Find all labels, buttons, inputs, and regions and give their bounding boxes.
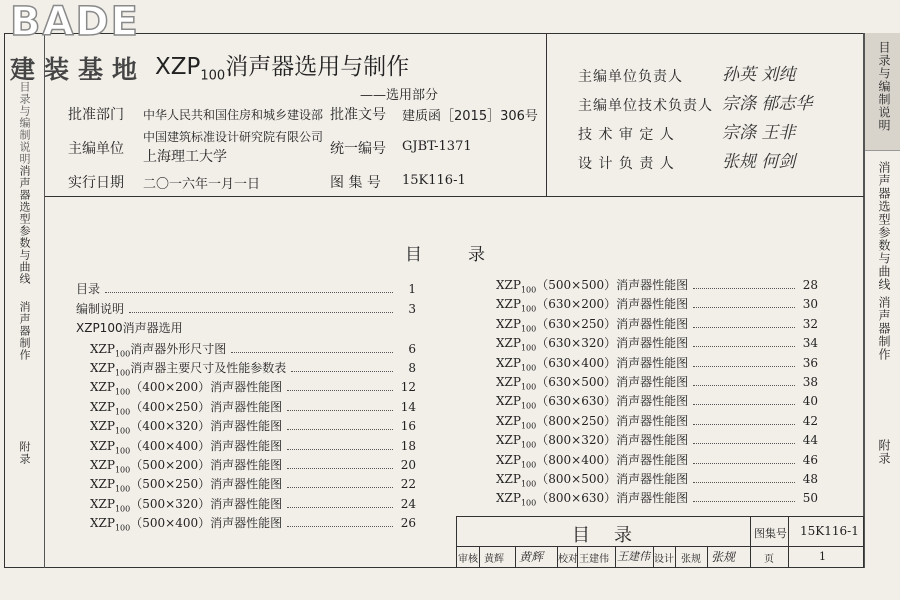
toc-leader-dots bbox=[105, 284, 393, 293]
toc-entry bbox=[496, 431, 818, 450]
toc-entry-label: $XZP_{100}(800\times 500)$消声器性能图 bbox=[496, 472, 689, 489]
toc-leader-dots bbox=[693, 280, 795, 289]
toc-leader-dots bbox=[287, 499, 393, 508]
review-label: 审核 bbox=[458, 554, 478, 565]
toc-entry-page: 14 bbox=[400, 400, 416, 414]
toc-entry-page: 48 bbox=[802, 472, 818, 486]
toc-entry-page: 26 bbox=[400, 516, 416, 530]
left-strip-item-contents: 目录与编制说明 bbox=[18, 81, 31, 165]
impl-date-value: 二〇一六年一月一日 bbox=[143, 177, 261, 192]
design-lead-label: 设 计 负 责 人 bbox=[578, 156, 675, 172]
toc-entry-label: $XZP_{100}(500\times 400)$消声器性能图 bbox=[90, 516, 283, 533]
toc-entry bbox=[90, 359, 416, 378]
toc-entry bbox=[496, 470, 818, 489]
unified-no-label: 统一编号 bbox=[330, 141, 386, 157]
approval-dept-label: 批准部门 bbox=[68, 107, 124, 123]
designer-name: 张规 bbox=[681, 554, 701, 565]
tech-lead-signature: 宗涤 郁志华 bbox=[722, 94, 813, 114]
toc-entry bbox=[76, 280, 416, 296]
toc-leader-dots bbox=[287, 518, 393, 527]
left-strip-item-parameters: 消声器选型参数与曲线 bbox=[18, 165, 31, 285]
toc-entry-label: $XZP_{100}(500\times 320)$消声器性能图 bbox=[90, 497, 283, 514]
toc-leader-dots bbox=[287, 460, 393, 469]
toc-leader-dots bbox=[693, 299, 795, 308]
toc-entry-page: 18 bbox=[400, 439, 416, 453]
toc-entry-label: $XZP_{100}(500\times 250)$消声器性能图 bbox=[90, 477, 283, 494]
unified-no-value: GJBT-1371 bbox=[402, 139, 472, 154]
toc-entry bbox=[90, 514, 416, 533]
logo-subtitle: 建装基地 bbox=[10, 55, 147, 84]
toc-entry-label: $XZP_{100}(630\times 250)$消声器性能图 bbox=[496, 317, 689, 334]
editor-unit-line2: 上海理工大学 bbox=[143, 149, 227, 165]
toc-entry bbox=[90, 456, 416, 475]
right-strip-item-contents: 目录与编制说明 bbox=[877, 41, 891, 132]
toc-leader-dots bbox=[693, 455, 795, 464]
toc-entry-page: 38 bbox=[802, 375, 818, 389]
toc-entry-page: 12 bbox=[400, 380, 416, 394]
left-strip-item-appendix: 附录 bbox=[18, 441, 31, 465]
toc-entry bbox=[496, 412, 818, 431]
toc-entry-label: $XZP_{100}(400\times 400)$消声器性能图 bbox=[90, 439, 283, 456]
toc-entry bbox=[496, 489, 818, 508]
toc-entry-label: $XZP_{100}(630\times 320)$消声器性能图 bbox=[496, 336, 689, 353]
toc-leader-dots bbox=[693, 396, 795, 405]
toc-entry-label: $XZP_{100}(800\times 400)$消声器性能图 bbox=[496, 453, 689, 470]
toc-entry-page: 24 bbox=[400, 497, 416, 511]
title-block-divider-2 bbox=[788, 517, 789, 567]
check-label: 校对 bbox=[558, 554, 578, 565]
toc-entry bbox=[90, 398, 416, 417]
toc-entry bbox=[496, 315, 818, 334]
toc-entry bbox=[496, 334, 818, 353]
right-strip-item-appendix: 附录 bbox=[877, 439, 891, 465]
toc-entry-label: $XZP_{100}(800\times 320)$消声器性能图 bbox=[496, 433, 689, 450]
toc-section-heading: XZP100消声器选用 bbox=[76, 321, 183, 335]
toc-entry-page: 32 bbox=[802, 317, 818, 331]
approval-doc-value: 建质函［2015］306号 bbox=[402, 109, 538, 124]
design-lead-signature: 张规 何剑 bbox=[722, 152, 796, 172]
tb-col-2 bbox=[515, 546, 516, 567]
title-block-atlas-label: 图集号 bbox=[754, 527, 787, 540]
toc-leader-dots bbox=[693, 338, 795, 347]
title-suffix: 消声器选用与制作 bbox=[225, 54, 410, 80]
toc-entry-label: $XZP_{100}(630\times 500)$消声器性能图 bbox=[496, 375, 689, 392]
toc-entry bbox=[496, 373, 818, 392]
title-block bbox=[456, 516, 864, 568]
design-label: 设计 bbox=[654, 554, 674, 565]
toc-entry-label: $XZP_{100}(630\times 200)$消声器性能图 bbox=[496, 297, 689, 314]
right-strip-item-fabrication: 消声器制作 bbox=[877, 296, 891, 361]
tb-col-5 bbox=[615, 546, 616, 567]
impl-date-label: 实行日期 bbox=[68, 175, 124, 191]
header-divider bbox=[546, 33, 547, 196]
approval-doc-label: 批准文号 bbox=[330, 107, 386, 123]
tb-col-1 bbox=[479, 546, 480, 567]
chief-editor-signature: 孙英 刘纯 bbox=[722, 65, 796, 85]
tech-reviewer-signature: 宗涤 王非 bbox=[722, 123, 796, 143]
toc-entry-label: $XZP_{100}(500\times 500)$消声器性能图 bbox=[496, 278, 689, 295]
toc-leader-dots bbox=[287, 382, 393, 391]
toc-entry bbox=[496, 354, 818, 373]
designer-signature: 张规 bbox=[711, 550, 736, 564]
toc-entry-label: 编制说明 bbox=[76, 302, 125, 316]
toc-entry bbox=[496, 295, 818, 314]
toc-entry bbox=[90, 437, 416, 456]
editor-unit-line1: 中国建筑标准设计研究院有限公司 bbox=[143, 130, 324, 144]
toc-entry bbox=[90, 417, 416, 436]
toc-entry-page: 36 bbox=[802, 356, 818, 370]
left-side-index bbox=[4, 33, 45, 568]
toc-leader-dots bbox=[693, 435, 795, 444]
atlas-subtitle: ——选用部分 bbox=[360, 88, 439, 103]
toc-leader-dots bbox=[287, 441, 393, 450]
atlas-title bbox=[155, 48, 409, 84]
atlas-no-value: 15K116-1 bbox=[402, 173, 466, 188]
toc-entry-page: 34 bbox=[802, 336, 818, 350]
toc-entry-label: $XZP_{100}(400\times 250)$消声器性能图 bbox=[90, 400, 283, 417]
chief-editor-label: 主编单位负责人 bbox=[578, 69, 683, 85]
reviewer-signature: 黄辉 bbox=[519, 550, 544, 564]
checker-signature: 王建伟 bbox=[617, 550, 650, 563]
toc-leader-dots bbox=[693, 319, 795, 328]
toc-entry-label: $XZP_{100}(800\times 250)$消声器性能图 bbox=[496, 414, 689, 431]
toc-entry-page: 16 bbox=[400, 419, 416, 433]
toc-entry-label: $XZP_{100}(400\times 200)$消声器性能图 bbox=[90, 380, 283, 397]
toc-entry bbox=[90, 340, 416, 359]
page-label: 页 bbox=[764, 554, 774, 565]
title-block-title: 目录 bbox=[572, 525, 656, 546]
toc-entry-label: $XZP_{100}(630\times 630)$消声器性能图 bbox=[496, 394, 689, 411]
left-strip-item-fabrication: 消声器制作 bbox=[18, 301, 31, 361]
title-block-divider-1 bbox=[750, 517, 751, 567]
toc-title: 目录 bbox=[405, 245, 531, 265]
toc-entry-page: 22 bbox=[400, 477, 416, 491]
page-number: 1 bbox=[819, 550, 826, 563]
tech-reviewer-label: 技 术 审 定 人 bbox=[578, 127, 675, 143]
editor-unit-label: 主编单位 bbox=[68, 141, 124, 157]
title-subscript: 100 bbox=[200, 68, 226, 84]
toc-leader-dots bbox=[129, 304, 393, 313]
toc-entry-label: $XZP_{100}(800\times 630)$消声器性能图 bbox=[496, 491, 689, 508]
tech-lead-label: 主编单位技术负责人 bbox=[578, 98, 713, 114]
toc-entry-label: $XZP_{100}$消声器主要尺寸及性能参数表 bbox=[90, 361, 287, 378]
toc-entry-page: 20 bbox=[400, 458, 416, 472]
toc-entry bbox=[496, 276, 818, 295]
reviewer-name: 黄辉 bbox=[484, 554, 504, 565]
toc-entry bbox=[496, 451, 818, 470]
toc-entry-page: 6 bbox=[408, 342, 416, 356]
toc-entry bbox=[90, 475, 416, 494]
toc-entry-page: 28 bbox=[802, 278, 818, 292]
toc-entry-page: 46 bbox=[802, 453, 818, 467]
toc-entry-label: 目录 bbox=[76, 282, 101, 296]
title-block-atlas-no: 15K116-1 bbox=[800, 524, 859, 538]
toc-entry-page: 42 bbox=[802, 414, 818, 428]
bade-logo: BADE bbox=[10, 0, 140, 45]
toc-leader-dots bbox=[287, 421, 393, 430]
toc-entry-page: 1 bbox=[408, 282, 416, 296]
toc-leader-dots bbox=[693, 493, 795, 502]
approval-dept-value: 中华人民共和国住房和城乡建设部 bbox=[143, 108, 324, 122]
toc-entry-label: $XZP_{100}$消声器外形尺寸图 bbox=[90, 342, 227, 359]
toc-entry-page: 40 bbox=[802, 394, 818, 408]
title-block-rule bbox=[457, 546, 863, 547]
atlas-no-label: 图 集 号 bbox=[330, 175, 381, 191]
toc-entry bbox=[90, 495, 416, 514]
toc-leader-dots bbox=[693, 474, 795, 483]
toc-entry-label: $XZP_{100}(400\times 320)$消声器性能图 bbox=[90, 419, 283, 436]
toc-leader-dots bbox=[287, 402, 393, 411]
toc-leader-dots bbox=[693, 358, 795, 367]
toc-entry bbox=[496, 392, 818, 411]
toc-entry-page: 3 bbox=[408, 302, 416, 316]
toc-leader-dots bbox=[231, 344, 393, 353]
toc-leader-dots bbox=[693, 416, 795, 425]
toc-leader-dots bbox=[287, 479, 393, 488]
toc-leader-dots bbox=[693, 377, 795, 386]
toc-entry-label: $XZP_{100}(630\times 400)$消声器性能图 bbox=[496, 356, 689, 373]
right-strip-item-parameters: 消声器选型参数与曲线 bbox=[877, 161, 891, 291]
toc-entry-page: 8 bbox=[408, 361, 416, 375]
toc-entry bbox=[90, 378, 416, 397]
tb-col-7 bbox=[675, 546, 676, 567]
right-side-index bbox=[865, 33, 900, 568]
toc-entry-page: 50 bbox=[802, 491, 818, 505]
checker-name: 王建伟 bbox=[579, 554, 609, 565]
title-prefix: XZP bbox=[155, 54, 201, 80]
toc-entry-page: 44 bbox=[802, 433, 818, 447]
tb-col-8 bbox=[707, 546, 708, 567]
toc-leader-dots bbox=[291, 363, 393, 372]
toc-entry-label: $XZP_{100}(500\times 200)$消声器性能图 bbox=[90, 458, 283, 475]
toc-entry-page: 30 bbox=[802, 297, 818, 311]
header-bottom-rule bbox=[45, 196, 864, 197]
toc-entry bbox=[76, 300, 416, 316]
